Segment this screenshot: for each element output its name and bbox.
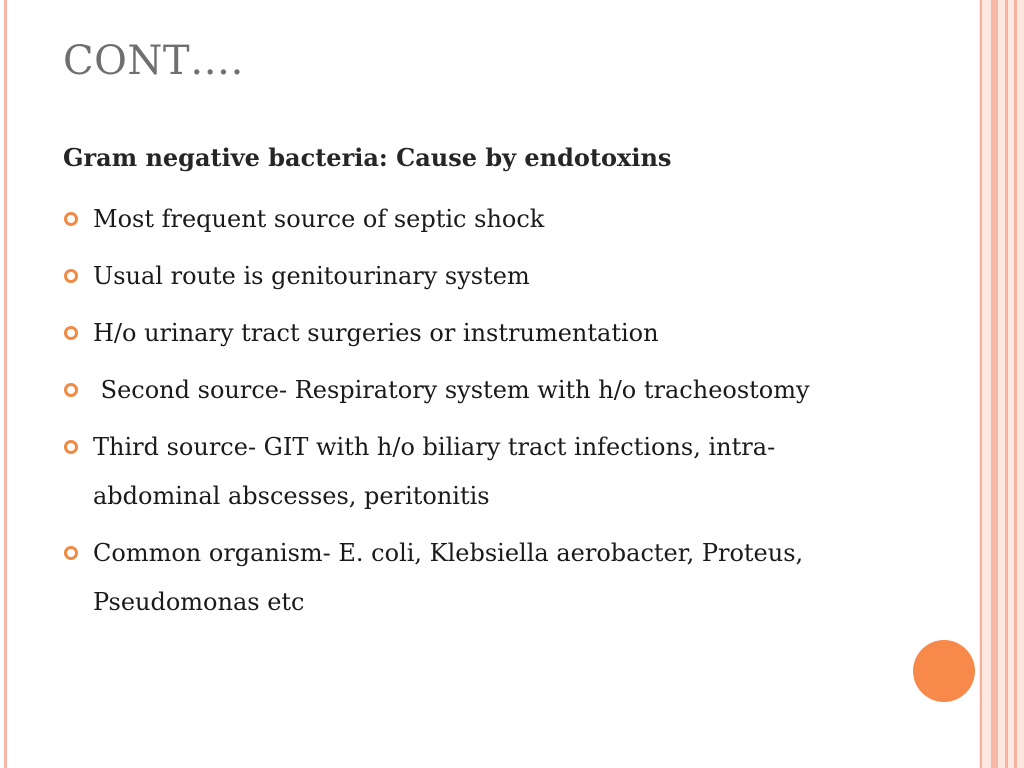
bullet-item [63, 195, 883, 244]
bullet-item [63, 423, 883, 521]
bullet-text: Most frequent source of septic shock [93, 205, 545, 233]
right-stripe [1014, 0, 1017, 768]
ring-bullet-icon [64, 212, 78, 226]
slide-left-border [4, 0, 7, 768]
bullet-item [63, 309, 883, 358]
bullet-text: Third source- GIT with h/o biliary tract infections, intra-abdominal abscesses, peritonitis [93, 433, 776, 510]
ring-bullet-icon [64, 440, 78, 454]
ring-bullet-icon [64, 326, 78, 340]
bullet-text: H/o urinary tract surgeries or instrumentation [93, 319, 659, 347]
bullet-list [63, 195, 883, 635]
right-decorative-band [979, 0, 1024, 768]
orange-circle-decoration [913, 640, 975, 702]
bullet-item [63, 366, 883, 415]
ring-bullet-icon [64, 383, 78, 397]
bullet-text: Second source- Respiratory system with h/o tracheostomy [93, 376, 810, 404]
right-stripe [980, 0, 982, 768]
bullet-item [63, 252, 883, 301]
ring-bullet-icon [64, 269, 78, 283]
bullet-item [63, 529, 883, 627]
bullet-text: Common organism- E. coli, Klebsiella aerobacter, Proteus, Pseudomonas etc [93, 539, 804, 616]
ring-bullet-icon [64, 546, 78, 560]
slide-subheading: Gram negative bacteria: Cause by endotoxins [63, 143, 672, 172]
bullet-text: Usual route is genitourinary system [93, 262, 530, 290]
slide-title: CONT…. [63, 38, 244, 84]
right-stripe [991, 0, 998, 768]
right-stripe [1005, 0, 1008, 768]
